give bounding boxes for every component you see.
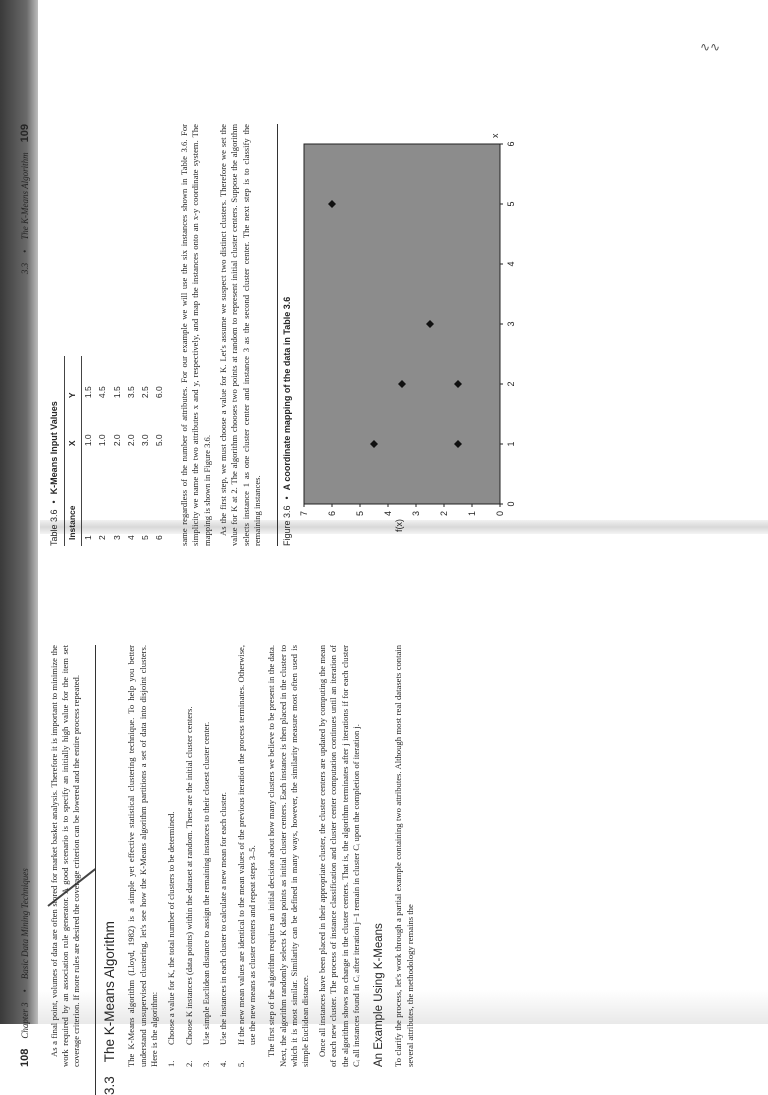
table-cell: 2 — [97, 535, 108, 540]
section-intro: The K-Means algorithm (Lloyd, 1982) is a simple yet effective statistical clustering technique. To help you better understand unsupervised clustering, let's see how the K-Means algorithm partitions a set of data into disjoint clusters. Here is the algorithm: — [126, 645, 160, 1067]
section-number: 3.3 — [101, 1076, 117, 1095]
list-item — [218, 645, 229, 1067]
table-cell: 5.0 — [154, 434, 165, 447]
x-tick-label: 2 — [506, 381, 517, 387]
body-paragraph: same regardless of the number of attributes. For our example we will use the six instances shown in Table 3.6. For simplicity we name the two attributes x and y, respectively, and map the instances onto an x-y coordinate system. The mapping is shown in Figure 3.6. — [178, 124, 212, 546]
step-text: Use the instances in each cluster to calculate a new mean for each cluster. — [218, 792, 229, 1045]
table-cell: 1 — [83, 535, 94, 540]
table-cell: 4.5 — [97, 386, 108, 399]
y-tick-label: 0 — [495, 511, 506, 517]
table-header-row — [65, 356, 81, 546]
x-tick-label: 0 — [506, 501, 517, 507]
table-cell: 1.5 — [111, 386, 122, 399]
table-cell: 3.5 — [125, 386, 136, 399]
list-item — [236, 645, 259, 1067]
figure-rule — [277, 124, 278, 546]
section-title: The K-Means Algorithm — [20, 152, 30, 240]
step-text: If the new mean values are identical to the mean values of the previous iteration the process terminates. Otherwise, use the new means as cluster centers and repeat steps 3–5. — [235, 645, 258, 1045]
section-title: The K-Means Algorithm — [101, 921, 117, 1063]
table-row — [96, 356, 110, 546]
table-cell: 2.0 — [111, 434, 122, 447]
step-text: Choose K instances (data points) within the dataset at random. These are the initial cluster centers. — [183, 706, 194, 1045]
bullet-separator: • — [20, 989, 30, 993]
y-tick-label: 6 — [327, 511, 338, 517]
page-number: 109 — [19, 124, 31, 143]
y-tick-label: 3 — [411, 511, 422, 517]
table-cell: 2.5 — [139, 386, 150, 399]
page-number: 108 — [19, 1048, 31, 1067]
list-item — [166, 645, 177, 1067]
table-title: K-Means Input Values — [48, 401, 59, 495]
column-header: X — [65, 404, 81, 452]
bullet-separator: • — [282, 496, 293, 500]
y-tick-label: 1 — [467, 511, 478, 517]
figure-title: A coordinate mapping of the data in Table 3.6 — [282, 296, 293, 491]
figure-caption — [282, 124, 294, 546]
body-paragraph: Once all instances have been placed in their appropriate cluster, the cluster centers are updated by computing the mean of each new cluster. The process of instance classification and cluster center computation continues until an iteration of the algorithm shows no change in the cluster centers. That is, the algorithm terminates after j iterations if for each cluster Cᵢ all instances found in Cᵢ after iteration j−1 remain in cluster Cᵢ upon the completion of iteration j. — [316, 645, 361, 1067]
x-tick-label: 1 — [506, 441, 517, 447]
step-text: Use simple Euclidean distance to assign the remaining instances to their closest cluster center. — [201, 721, 212, 1045]
table-row — [110, 356, 124, 546]
x-tick-label: 4 — [506, 261, 517, 267]
bullet-separator: • — [20, 249, 30, 253]
table-cell: 4 — [125, 535, 136, 540]
step-text: Choose a value for K, the total number of clusters to be determined. — [166, 811, 177, 1045]
step-number: 4. — [218, 1060, 229, 1067]
page-109 — [0, 96, 660, 576]
bullet-separator: • — [48, 500, 59, 504]
table-cell: 3.0 — [139, 434, 150, 447]
step-number: 3. — [201, 1060, 212, 1067]
table-cell: 1.5 — [83, 386, 94, 399]
margin-scribble: ∿∿ — [700, 40, 721, 54]
step-number: 5. — [235, 1060, 246, 1067]
figure-3-6 — [277, 124, 535, 546]
y-tick-label: 4 — [383, 511, 394, 517]
running-head-right — [18, 124, 33, 546]
table-cell: 3 — [111, 535, 122, 540]
column-header: Instance — [65, 452, 81, 546]
intro-paragraph: As a final point, volumes of data are often stored for market basket analysis. Therefore it is important to minimize the work required by an association rule generator. A good scenario is to specify an initially high value for the item set coverage criterion. If more rules are desired the coverage criterion can be lowered and the entire process repeated. — [48, 645, 82, 1067]
table-cell: 1.0 — [97, 434, 108, 447]
figure-label: Figure 3.6 — [282, 505, 293, 546]
y-tick-label: 5 — [355, 511, 366, 517]
body-paragraph: As the first step, we must choose a value for K. Let's assume we suspect two distinct clusters. Therefore we set the value for K at 2. The algorithm chooses two points at random to represent initial cluster centers. Suppose the algorithm selects instance 1 as one cluster center and instance 3 as the second cluster center. The next step is to classify the remaining instances. — [217, 124, 262, 546]
table-cell: 6.0 — [154, 386, 165, 399]
column-header: Y — [65, 356, 81, 404]
list-item — [184, 645, 195, 1067]
scatter-chart — [294, 122, 532, 546]
table-cell: 2.0 — [125, 434, 136, 447]
section-heading — [95, 645, 119, 1095]
subsection-title: An Example Using K-Means — [373, 923, 386, 1067]
body-paragraph: The first step of the algorithm requires an initial decision about how many clusters we believe to be present in the data. Next, the algorithm randomly selects K data points as initial cluster centers. Each instance is then placed in the cluster to which it is most similar. Similarity can be defined in many ways, however, the similarity measure most often used is simple Euclidean distance. — [266, 645, 311, 1067]
step-number: 1. — [166, 1060, 177, 1067]
table-row — [138, 356, 152, 546]
step-number: 2. — [183, 1060, 194, 1067]
list-item — [201, 645, 212, 1067]
table-caption — [49, 124, 61, 546]
table-label: Table 3.6 — [48, 509, 59, 546]
table-row — [124, 356, 138, 546]
algorithm-steps — [166, 645, 258, 1067]
body-paragraph: To clarify the process, let's work through a partial example containing two attributes. Although most real datasets contain several attributes, the methodology remains the — [393, 645, 415, 1067]
table-cell: 5 — [139, 535, 150, 540]
running-head-left — [18, 645, 33, 1067]
x-axis-label: x — [490, 133, 501, 138]
plot-area — [304, 144, 500, 504]
x-tick-label: 5 — [506, 201, 517, 207]
table-cell: 6 — [154, 535, 165, 540]
table-row — [153, 356, 167, 546]
x-tick-label: 6 — [506, 141, 517, 147]
table-row — [81, 356, 96, 546]
table-cell: 1.0 — [83, 434, 94, 447]
section-label: 3.3 — [20, 262, 30, 275]
y-tick-label: 2 — [439, 511, 450, 517]
x-tick-label: 3 — [506, 321, 517, 327]
chapter-label: Chapter 3 — [20, 1002, 30, 1039]
input-values-table — [64, 356, 167, 546]
y-axis-label: f(x) — [394, 519, 405, 532]
page-108 — [0, 615, 660, 1095]
chapter-title: Basic Data Mining Techniques — [20, 868, 30, 980]
y-tick-label: 7 — [299, 511, 310, 517]
